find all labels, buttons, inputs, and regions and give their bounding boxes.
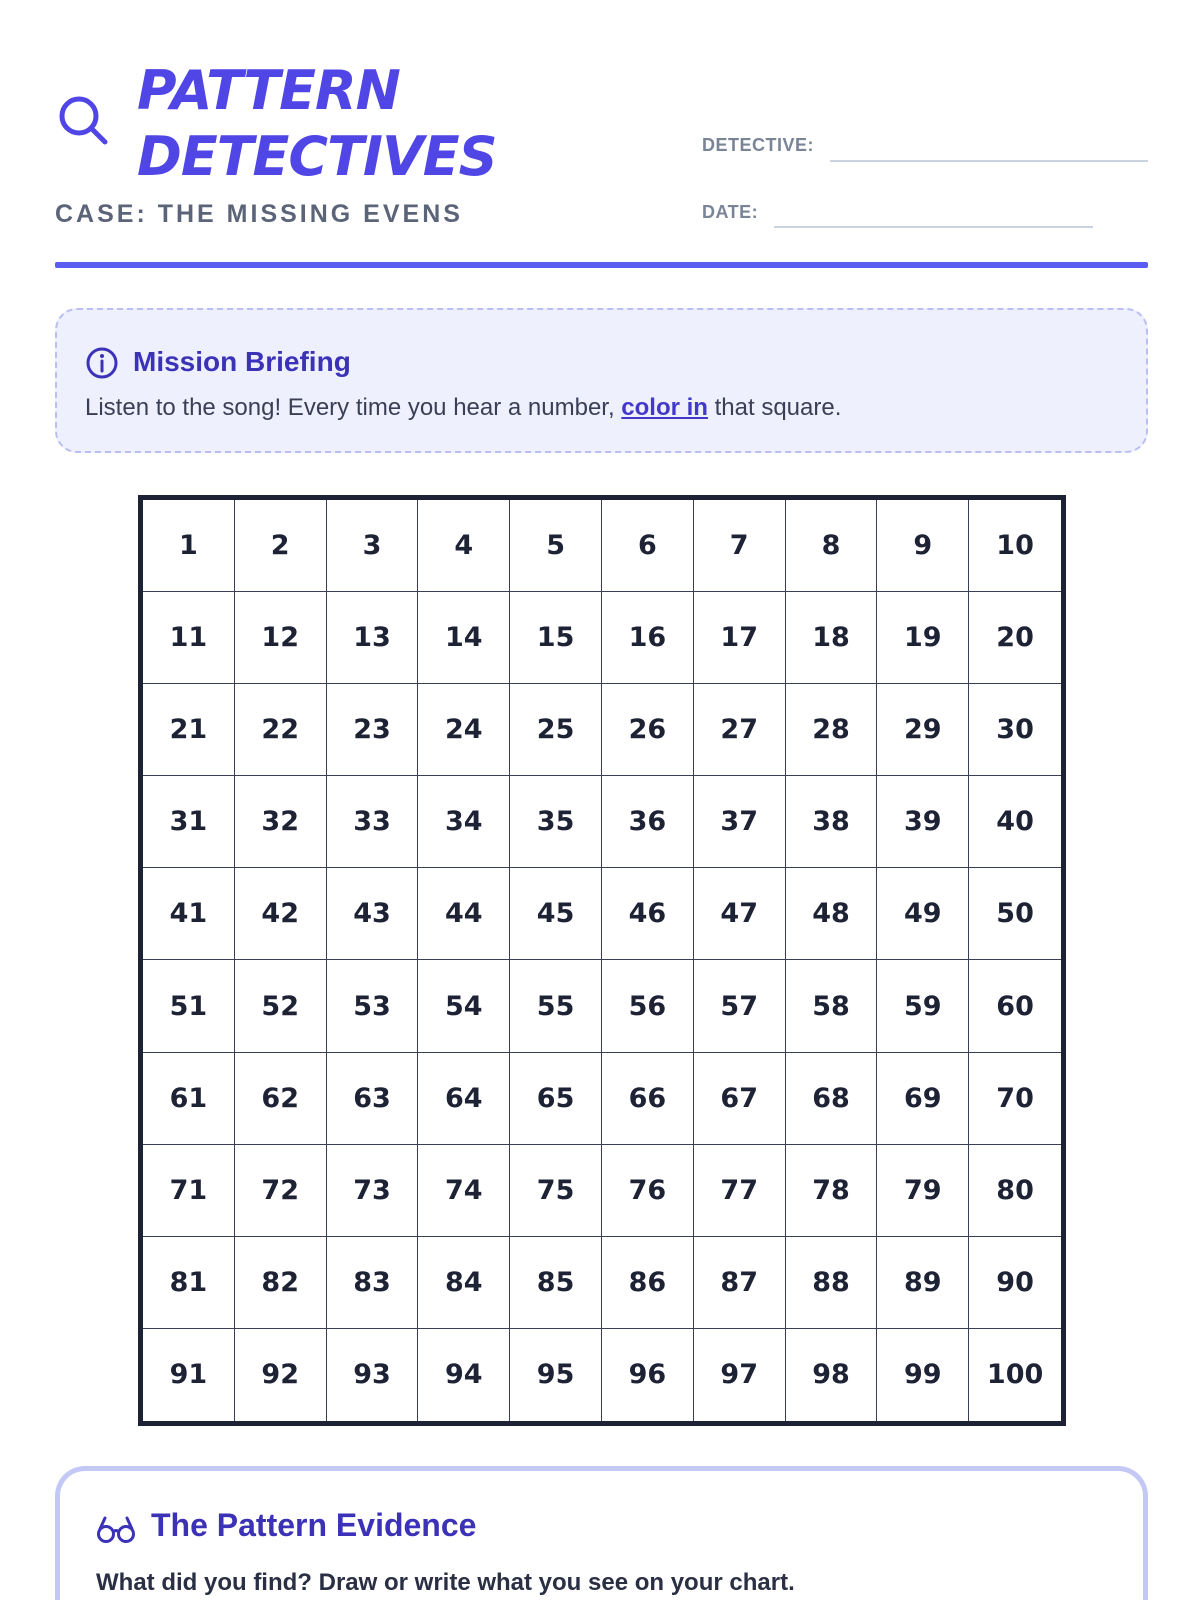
grid-cell-4[interactable]: 4 bbox=[418, 500, 510, 592]
title-line-2: DETECTIVES bbox=[137, 125, 497, 188]
grid-cell-1[interactable]: 1 bbox=[143, 500, 235, 592]
grid-cell-91[interactable]: 91 bbox=[143, 1329, 235, 1421]
grid-cell-87[interactable]: 87 bbox=[694, 1237, 786, 1329]
grid-cell-25[interactable]: 25 bbox=[510, 684, 602, 776]
magnifying-glass-icon bbox=[55, 92, 111, 148]
hundred-chart bbox=[138, 495, 1066, 1426]
grid-cell-13[interactable]: 13 bbox=[327, 592, 419, 684]
grid-cell-57[interactable]: 57 bbox=[694, 960, 786, 1052]
grid-cell-49[interactable]: 49 bbox=[877, 868, 969, 960]
evidence-prompt: What did you find? Draw or write what you see on your chart. bbox=[96, 1569, 795, 1596]
grid-cell-60[interactable]: 60 bbox=[969, 960, 1061, 1052]
grid-cell-31[interactable]: 31 bbox=[143, 776, 235, 868]
grid-cell-30[interactable]: 30 bbox=[969, 684, 1061, 776]
grid-cell-54[interactable]: 54 bbox=[418, 960, 510, 1052]
mission-briefing-box bbox=[55, 308, 1148, 453]
grid-cell-12[interactable]: 12 bbox=[235, 592, 327, 684]
grid-cell-56[interactable]: 56 bbox=[602, 960, 694, 1052]
grid-cell-88[interactable]: 88 bbox=[786, 1237, 878, 1329]
grid-cell-44[interactable]: 44 bbox=[418, 868, 510, 960]
grid-cell-48[interactable]: 48 bbox=[786, 868, 878, 960]
title-line-1: PATTERN bbox=[137, 59, 400, 122]
grid-cell-45[interactable]: 45 bbox=[510, 868, 602, 960]
grid-cell-50[interactable]: 50 bbox=[969, 868, 1061, 960]
grid-cell-79[interactable]: 79 bbox=[877, 1145, 969, 1237]
grid-cell-85[interactable]: 85 bbox=[510, 1237, 602, 1329]
info-icon bbox=[85, 346, 119, 380]
grid-cell-83[interactable]: 83 bbox=[327, 1237, 419, 1329]
grid-cell-94[interactable]: 94 bbox=[418, 1329, 510, 1421]
grid-cell-97[interactable]: 97 bbox=[694, 1329, 786, 1421]
grid-cell-90[interactable]: 90 bbox=[969, 1237, 1061, 1329]
grid-cell-66[interactable]: 66 bbox=[602, 1053, 694, 1145]
date-label: DATE: bbox=[702, 202, 759, 222]
grid-cell-8[interactable]: 8 bbox=[786, 500, 878, 592]
grid-cell-53[interactable]: 53 bbox=[327, 960, 419, 1052]
grid-cell-62[interactable]: 62 bbox=[235, 1053, 327, 1145]
grid-cell-33[interactable]: 33 bbox=[327, 776, 419, 868]
color-in-emphasis: color in bbox=[621, 394, 708, 421]
grid-cell-84[interactable]: 84 bbox=[418, 1237, 510, 1329]
grid-cell-9[interactable]: 9 bbox=[877, 500, 969, 592]
grid-cell-27[interactable]: 27 bbox=[694, 684, 786, 776]
grid-cell-77[interactable]: 77 bbox=[694, 1145, 786, 1237]
grid-cell-92[interactable]: 92 bbox=[235, 1329, 327, 1421]
grid-cell-80[interactable]: 80 bbox=[969, 1145, 1061, 1237]
grid-cell-23[interactable]: 23 bbox=[327, 684, 419, 776]
grid-cell-78[interactable]: 78 bbox=[786, 1145, 878, 1237]
grid-cell-72[interactable]: 72 bbox=[235, 1145, 327, 1237]
grid-cell-32[interactable]: 32 bbox=[235, 776, 327, 868]
detective-name-field[interactable] bbox=[830, 160, 1148, 162]
grid-cell-71[interactable]: 71 bbox=[143, 1145, 235, 1237]
grid-cell-22[interactable]: 22 bbox=[235, 684, 327, 776]
grid-cell-28[interactable]: 28 bbox=[786, 684, 878, 776]
page-title bbox=[137, 58, 497, 190]
briefing-text-end: that square. bbox=[707, 394, 842, 421]
grid-cell-37[interactable]: 37 bbox=[694, 776, 786, 868]
evidence-title: The Pattern Evidence bbox=[151, 1507, 477, 1543]
grid-cell-99[interactable]: 99 bbox=[877, 1329, 969, 1421]
grid-cell-15[interactable]: 15 bbox=[510, 592, 602, 684]
case-label: CASE: THE MISSING EVENS bbox=[55, 200, 463, 228]
grid-cell-38[interactable]: 38 bbox=[786, 776, 878, 868]
grid-cell-52[interactable]: 52 bbox=[235, 960, 327, 1052]
briefing-text bbox=[85, 394, 841, 422]
grid-cell-51[interactable]: 51 bbox=[143, 960, 235, 1052]
grid-cell-16[interactable]: 16 bbox=[602, 592, 694, 684]
date-field[interactable] bbox=[774, 226, 1093, 228]
grid-cell-65[interactable]: 65 bbox=[510, 1053, 602, 1145]
grid-cell-24[interactable]: 24 bbox=[418, 684, 510, 776]
briefing-text-start: Listen to the song! Every time you hear a number, bbox=[85, 394, 622, 421]
grid-cell-36[interactable]: 36 bbox=[602, 776, 694, 868]
grid-cell-89[interactable]: 89 bbox=[877, 1237, 969, 1329]
grid-cell-5[interactable]: 5 bbox=[510, 500, 602, 592]
grid-cell-26[interactable]: 26 bbox=[602, 684, 694, 776]
grid-cell-20[interactable]: 20 bbox=[969, 592, 1061, 684]
grid-cell-55[interactable]: 55 bbox=[510, 960, 602, 1052]
grid-cell-6[interactable]: 6 bbox=[602, 500, 694, 592]
grid-cell-14[interactable]: 14 bbox=[418, 592, 510, 684]
grid-cell-67[interactable]: 67 bbox=[694, 1053, 786, 1145]
grid-cell-11[interactable]: 11 bbox=[143, 592, 235, 684]
grid-cell-63[interactable]: 63 bbox=[327, 1053, 419, 1145]
glasses-icon bbox=[96, 1515, 136, 1545]
grid-cell-39[interactable]: 39 bbox=[877, 776, 969, 868]
grid-cell-61[interactable]: 61 bbox=[143, 1053, 235, 1145]
grid-cell-41[interactable]: 41 bbox=[143, 868, 235, 960]
grid-cell-98[interactable]: 98 bbox=[786, 1329, 878, 1421]
grid-cell-96[interactable]: 96 bbox=[602, 1329, 694, 1421]
grid-cell-93[interactable]: 93 bbox=[327, 1329, 419, 1421]
grid-cell-82[interactable]: 82 bbox=[235, 1237, 327, 1329]
grid-cell-17[interactable]: 17 bbox=[694, 592, 786, 684]
briefing-title: Mission Briefing bbox=[133, 346, 351, 377]
pattern-evidence-box bbox=[55, 1466, 1148, 1600]
grid-cell-64[interactable]: 64 bbox=[418, 1053, 510, 1145]
grid-cell-68[interactable]: 68 bbox=[786, 1053, 878, 1145]
grid-cell-59[interactable]: 59 bbox=[877, 960, 969, 1052]
grid-cell-75[interactable]: 75 bbox=[510, 1145, 602, 1237]
grid-cell-47[interactable]: 47 bbox=[694, 868, 786, 960]
grid-cell-58[interactable]: 58 bbox=[786, 960, 878, 1052]
grid-cell-86[interactable]: 86 bbox=[602, 1237, 694, 1329]
grid-cell-29[interactable]: 29 bbox=[877, 684, 969, 776]
grid-cell-95[interactable]: 95 bbox=[510, 1329, 602, 1421]
grid-cell-21[interactable]: 21 bbox=[143, 684, 235, 776]
grid-cell-40[interactable]: 40 bbox=[969, 776, 1061, 868]
grid-cell-3[interactable]: 3 bbox=[327, 500, 419, 592]
header-divider bbox=[55, 262, 1148, 268]
grid-cell-19[interactable]: 19 bbox=[877, 592, 969, 684]
grid-cell-76[interactable]: 76 bbox=[602, 1145, 694, 1237]
worksheet-header bbox=[55, 50, 1148, 268]
grid-cell-100[interactable]: 100 bbox=[986, 1359, 1044, 1391]
grid-cell-70[interactable]: 70 bbox=[969, 1053, 1061, 1145]
grid-cell-73[interactable]: 73 bbox=[327, 1145, 419, 1237]
grid-cell-34[interactable]: 34 bbox=[418, 776, 510, 868]
grid-cell-74[interactable]: 74 bbox=[418, 1145, 510, 1237]
grid-cell-69[interactable]: 69 bbox=[877, 1053, 969, 1145]
detective-label: DETECTIVE: bbox=[702, 135, 815, 155]
grid-cell-7[interactable]: 7 bbox=[694, 500, 786, 592]
grid-cell-35[interactable]: 35 bbox=[510, 776, 602, 868]
grid-cell-43[interactable]: 43 bbox=[327, 868, 419, 960]
grid-cell-2[interactable]: 2 bbox=[235, 500, 327, 592]
grid-cell-18[interactable]: 18 bbox=[786, 592, 878, 684]
grid-cell-81[interactable]: 81 bbox=[143, 1237, 235, 1329]
grid-cell-10[interactable]: 10 bbox=[969, 500, 1061, 592]
grid-cell-46[interactable]: 46 bbox=[602, 868, 694, 960]
grid-cell-42[interactable]: 42 bbox=[235, 868, 327, 960]
